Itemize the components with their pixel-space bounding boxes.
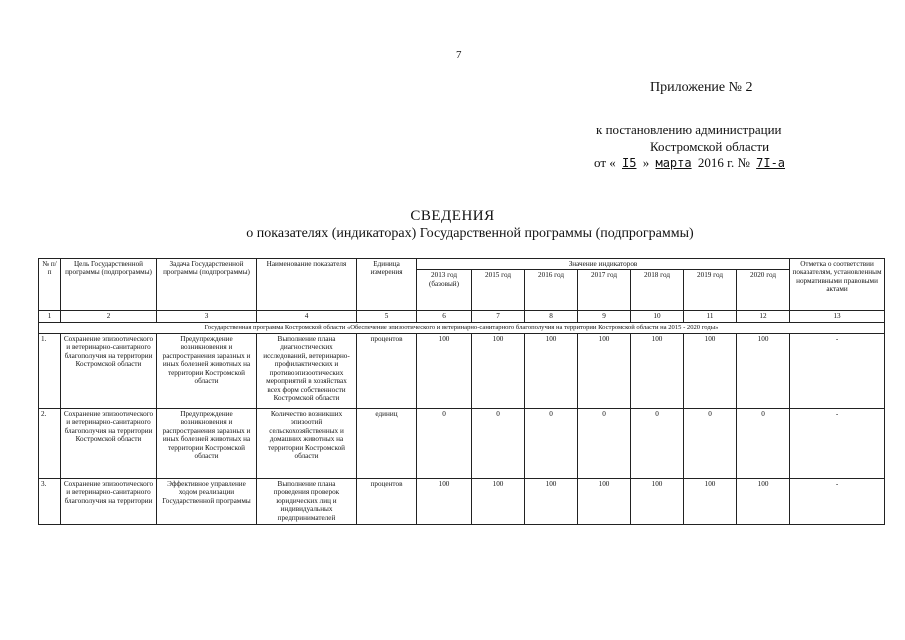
indicators-table <box>38 258 885 525</box>
decree-number: 7I-а <box>756 156 786 170</box>
header-year: 2017 год <box>578 270 631 311</box>
row-value: 100 <box>631 333 684 408</box>
header-year: 2015 год <box>472 270 525 311</box>
header-year: 2020 год <box>737 270 790 311</box>
column-number: 10 <box>631 311 684 322</box>
row-mark: - <box>790 333 885 408</box>
row-num: 2. <box>39 408 61 478</box>
column-number: 3 <box>157 311 257 322</box>
row-value: 0 <box>525 408 578 478</box>
row-unit: процентов <box>357 333 417 408</box>
row-task: Предупреждение возникновения и распространения заразных и иных болезней животных на территории Костромской области <box>157 408 257 478</box>
row-value: 100 <box>417 478 472 524</box>
column-numbers-row <box>39 311 885 322</box>
program-title-row <box>39 322 885 333</box>
row-indicator: Выполнение плана диагностических исследований, ветеринарно-профилактических и противоэпизоотических мероприятий в хозяйствах всех форм собственности Костромской области <box>257 333 357 408</box>
row-unit: единиц <box>357 408 417 478</box>
row-value: 100 <box>684 333 737 408</box>
document-subtitle: о показателях (индикаторах) Государственной программы (подпрограммы) <box>246 226 694 241</box>
column-number: 6 <box>417 311 472 322</box>
header-year: 2019 год <box>684 270 737 311</box>
header-values-group: Значение индикаторов <box>417 259 790 270</box>
header-task: Задача Государственной программы (подпрограммы) <box>157 259 257 311</box>
row-value: 100 <box>737 333 790 408</box>
decree-month: марта <box>655 156 692 170</box>
column-number: 8 <box>525 311 578 322</box>
row-goal: Сохранение эпизоотического и ветеринарно-санитарного благополучия на территории Костромской области <box>61 408 157 478</box>
header-indicator: Наименование показателя <box>257 259 357 311</box>
document-title: СВЕДЕНИЯ <box>410 208 495 224</box>
header-year: 2016 год <box>525 270 578 311</box>
header-year: 2013 год (базовый) <box>417 270 472 311</box>
page-number: 7 <box>456 49 462 61</box>
table-row <box>39 333 885 408</box>
row-indicator: Выполнение плана проведения проверок юридических лиц и индивидуальных предпринимателей <box>257 478 357 524</box>
program-title: Государственная программа Костромской области «Обеспечение эпизоотического и ветеринарно-санитарного благополучия на территории Костромской области на 2015 - 2020 годы» <box>39 322 885 333</box>
row-goal: Сохранение эпизоотического и ветеринарно-санитарного благополучия на территории <box>61 478 157 524</box>
row-num: 1. <box>39 333 61 408</box>
row-value: 0 <box>684 408 737 478</box>
row-value: 100 <box>737 478 790 524</box>
column-number: 7 <box>472 311 525 322</box>
column-number: 9 <box>578 311 631 322</box>
row-value: 100 <box>525 478 578 524</box>
row-indicator: Количество возникших эпизоотий сельскохозяйственных и домашних животных на территории Костромской области <box>257 408 357 478</box>
header-unit: Единица измерения <box>357 259 417 311</box>
row-value: 100 <box>417 333 472 408</box>
row-goal: Сохранение эпизоотического и ветеринарно-санитарного благополучия на территории Костромской области <box>61 333 157 408</box>
header-goal: Цель Государственной программы (подпрограммы) <box>61 259 157 311</box>
row-unit: процентов <box>357 478 417 524</box>
row-value: 0 <box>417 408 472 478</box>
column-number: 11 <box>684 311 737 322</box>
column-number: 4 <box>257 311 357 322</box>
decree-date-line <box>594 155 788 171</box>
row-mark: - <box>790 408 885 478</box>
row-value: 0 <box>578 408 631 478</box>
column-number: 2 <box>61 311 157 322</box>
column-number: 1 <box>39 311 61 322</box>
row-value: 100 <box>578 478 631 524</box>
row-value: 100 <box>472 333 525 408</box>
header-row-top <box>39 259 885 270</box>
row-value: 0 <box>631 408 684 478</box>
row-mark: - <box>790 478 885 524</box>
decree-year-no: 2016 г. № <box>697 155 750 170</box>
decree-date-mid: » <box>642 155 650 170</box>
row-num: 3. <box>39 478 61 524</box>
row-value: 100 <box>631 478 684 524</box>
row-value: 0 <box>472 408 525 478</box>
decree-line-1: к постановлению администрации <box>596 122 782 137</box>
row-value: 100 <box>472 478 525 524</box>
row-value: 100 <box>684 478 737 524</box>
column-number: 12 <box>737 311 790 322</box>
row-value: 100 <box>525 333 578 408</box>
row-task: Эффективное управление ходом реализации Государственной программы <box>157 478 257 524</box>
decree-line-2: Костромской области <box>650 139 770 154</box>
row-value: 100 <box>578 333 631 408</box>
header-year: 2018 год <box>631 270 684 311</box>
decree-date-prefix: от « <box>594 155 616 170</box>
table-row <box>39 478 885 524</box>
column-number: 13 <box>790 311 885 322</box>
header-mark: Отметка о соответствии показателям, установленным нормативными правовыми актами <box>790 259 885 311</box>
header-num: № п/п <box>39 259 61 311</box>
row-task: Предупреждение возникновения и распространения заразных и иных болезней животных на территории Костромской области <box>157 333 257 408</box>
appendix-label: Приложение № 2 <box>650 80 753 95</box>
column-number: 5 <box>357 311 417 322</box>
row-value: 0 <box>737 408 790 478</box>
table-row <box>39 408 885 478</box>
decree-day: I5 <box>622 156 637 170</box>
